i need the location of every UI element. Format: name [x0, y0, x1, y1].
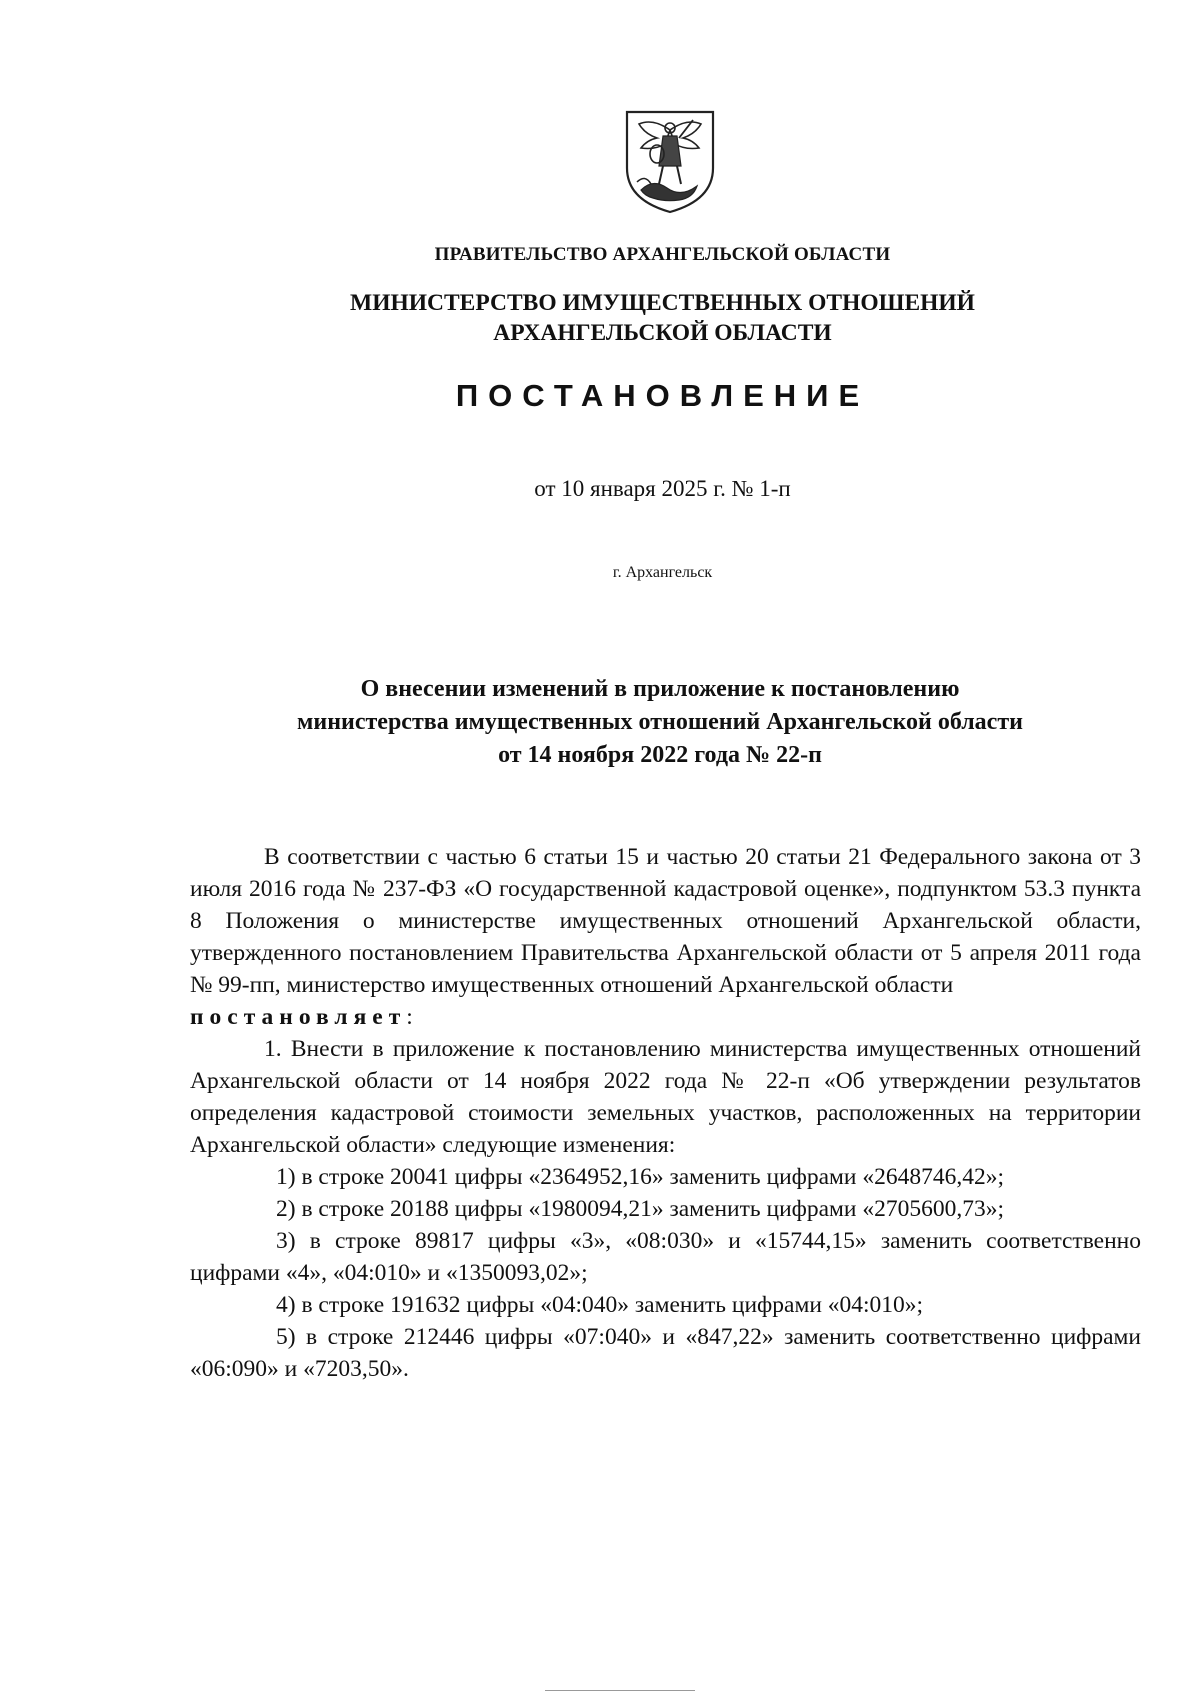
document-type: ПОСТАНОВЛЕНИЕ — [455, 378, 870, 413]
subpoint-3: 3) в строке 89817 цифры «3», «08:030» и «15744,15» заменить соответственно цифрами «4», «04:010» и «1350093,02»; — [190, 1228, 1141, 1286]
preamble-paragraph: В соответствии с частью 6 статьи 15 и частью 20 статьи 21 Федерального закона от 3 июля 2016 года № 237-ФЗ «О государственной кадастровой оценке», подпунктом 53.3 пункта 8 Положения о министерстве имущественных отношений Архангельской области, утвержденного постановлением Правительства Архангельской области от 5 апреля 2011 года № 99-пп, министерство имущественных отношений Архангельской области — [190, 844, 1141, 998]
subpoint-2: 2) в строке 20188 цифры «1980094,21» заменить цифрами «2705600,73»; — [276, 1196, 1005, 1222]
coat-of-arms-icon — [623, 108, 717, 214]
scan-artifact-line — [545, 1690, 695, 1691]
ministry-name — [0, 288, 1200, 348]
resolves-colon: : — [406, 1004, 413, 1030]
ministry-name-line1: МИНИСТЕРСТВО ИМУЩЕСТВЕННЫХ ОТНОШЕНИЙ — [350, 290, 975, 316]
title-line3: от 14 ноября 2022 года № 22-п — [498, 742, 822, 768]
document-date-number: от 10 января 2025 г. № 1-п — [534, 476, 791, 501]
document-body — [190, 841, 1141, 1385]
subpoint-4: 4) в строке 191632 цифры «04:040» заменить цифрами «04:010»; — [276, 1292, 924, 1318]
title-line1: О внесении изменений в приложение к постановлению — [360, 676, 960, 702]
title-line2: министерства имущественных отношений Архангельской области — [297, 709, 1023, 735]
subpoint-1: 1) в строке 20041 цифры «2364952,16» заменить цифрами «2648746,42»; — [276, 1164, 1005, 1190]
resolves-word: постановляет — [190, 1004, 407, 1030]
point-1-paragraph: 1. Внести в приложение к постановлению министерства имущественных отношений Архангельской области от 14 ноября 2022 года № 22-п «Об утверждении результатов определения кадастровой стоимости земельных участков, расположенных на территории Архангельской области» следующие изменения: — [190, 1036, 1141, 1158]
document-title — [0, 673, 1200, 772]
resolves-line — [190, 1001, 1141, 1033]
document-city: г. Архангельск — [612, 564, 713, 581]
subpoint-5: 5) в строке 212446 цифры «07:040» и «847,22» заменить соответственно цифрами «06:090» и «7203,50». — [190, 1324, 1141, 1382]
government-name: ПРАВИТЕЛЬСТВО АРХАНГЕЛЬСКОЙ ОБЛАСТИ — [434, 244, 891, 265]
ministry-name-line2: АРХАНГЕЛЬСКОЙ ОБЛАСТИ — [493, 320, 832, 346]
